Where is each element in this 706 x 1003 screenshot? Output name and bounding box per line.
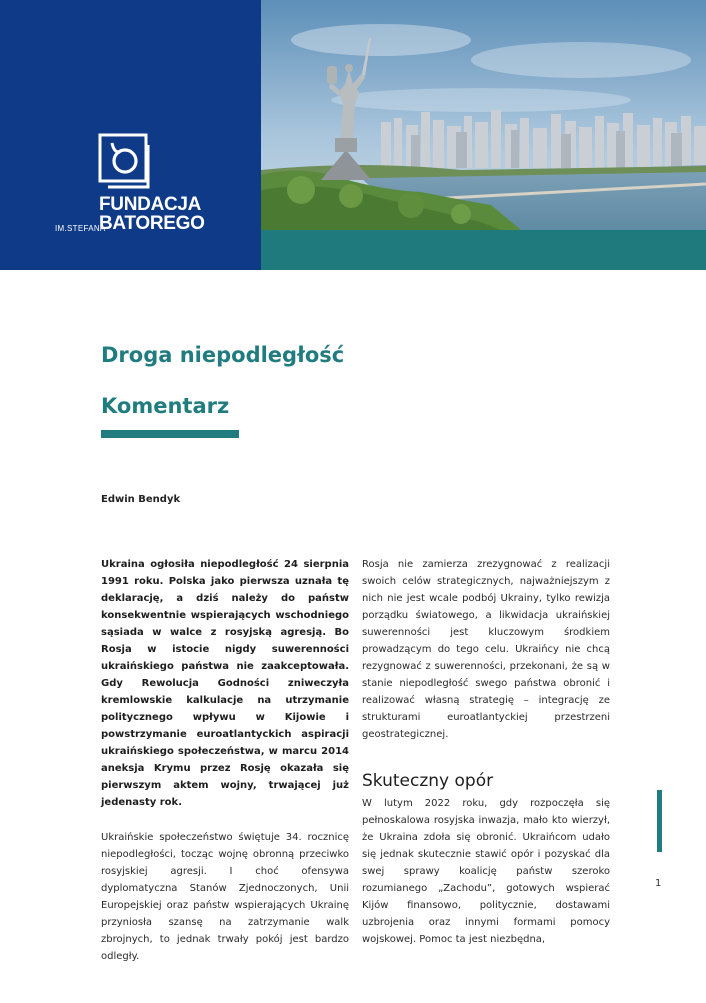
header-logo-panel: [0, 0, 261, 270]
margin-accent-bar: [657, 790, 662, 852]
right-column: [362, 556, 610, 948]
section-heading: Skuteczny opór: [362, 771, 494, 791]
logo-text-batorego: BATOREGO: [99, 213, 205, 234]
page-subtitle: Komentarz: [101, 394, 230, 418]
header-teal-strip: [261, 230, 706, 270]
title-underline-bar: [101, 430, 239, 438]
author-name: Edwin Bendyk: [101, 494, 181, 505]
page-title: Droga niepodległość: [101, 343, 345, 367]
body-paragraph: Rosja nie zamierza zrezygnować z realizacji swoich celów strategicznych, najważniejszym z nich nie jest wcale podbój Ukrainy, tylko rewizja porządku światowego, a likwidacja ukraińskiej suwerenności jest kluczowym środkiem prowadzącym do tego celu. Ukraińcy nie chcą rezygnować z suwerenności, przekonani, że są w stanie niepodległość swego państwa obronić i realizować własną strategię – integrację ze strukturami euroatlantyckiej przestrzeni geostrategicznej.: [362, 559, 610, 740]
logo-text-fundacja: FUNDACJA: [99, 194, 202, 215]
left-column: [101, 556, 349, 965]
foundation-logo-icon: [98, 133, 156, 191]
page-number: 1: [655, 878, 662, 889]
body-paragraph: W lutym 2022 roku, gdy rozpoczęła się pełnoskalowa rosyjska inwazja, mało kto wierzył, że Ukraina zdoła się obronić. Ukraińcom udało się jednak skutecznie stawić opór i pozyskać dla swej sprawy koalicję państw szeroko rozumianego „Zachodu”, gotowych wspierać Kijów finansowo, politycznie, dostawami uzbrojenia oraz innymi formami pomocy wojskowej. Pomoc ta jest niezbędna,: [362, 798, 610, 945]
body-paragraph: Ukraińskie społeczeństwo świętuje 34. rocznicę niepodległości, tocząc wojnę obronną przeciwko rosyjskiej agresji. I choć ofensywa dyplomatyczna Stanów Zjednoczonych, Unii Europejskiej oraz państw wspierających Ukrainę przyniosła szansę na zatrzymanie walk zbrojnych, to jednak trwały pokój jest bardzo odległy.: [101, 832, 349, 962]
logo-text-im-stefana: IM.STEFANA: [55, 224, 106, 233]
lead-paragraph: Ukraina ogłosiła niepodległość 24 sierpnia 1991 roku. Polska jako pierwsza uznała tę deklarację, a dziś należy do państw konsekwentnie wspierających wschodniego sąsiada w walce z rosyjską agresją. Bo Rosja w istocie nigdy suwerenności ukraińskiego państwa nie zaakceptowała. Gdy Rewolucja Godności zniweczyła kremlowskie kalkulacje na utrzymanie politycznego wpływu w Kijowie i powstrzymanie euroatlantyckich aspiracji ukraińskiego społeczeństwa, w marcu 2014 aneksja Krymu przez Rosję okazała się pierwszym aktem wojny, trwającej już jedenasty rok.: [101, 559, 349, 808]
